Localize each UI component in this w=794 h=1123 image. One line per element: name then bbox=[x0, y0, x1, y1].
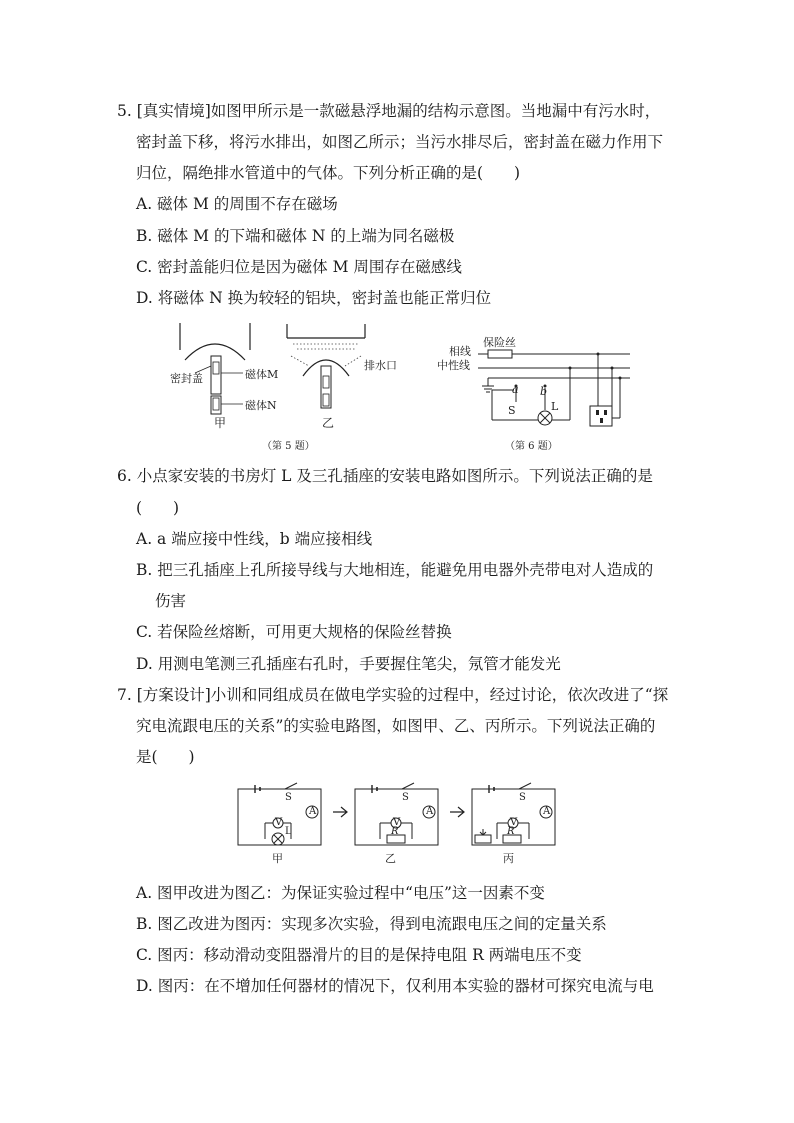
q7-yi-switch-label: S bbox=[402, 792, 409, 803]
q6-stem-line-2: ( ) bbox=[136, 499, 180, 517]
q7-jia-switch-label: S bbox=[285, 792, 292, 803]
q7-bing-voltmeter-label: V bbox=[510, 817, 518, 828]
q7-jia-lamp-label: L bbox=[285, 826, 292, 837]
q5-magnet-n-label: 磁体N bbox=[245, 399, 277, 412]
q7-bing-resistor-label: R bbox=[507, 826, 515, 837]
q5-magnet-m-label: 磁体M bbox=[245, 368, 279, 381]
q7-option-a: A. 图甲改进为图乙：为保证实验过程中“电压”这一因素不变 bbox=[136, 884, 545, 902]
q6-neutral-label: 中性线 bbox=[437, 359, 470, 372]
q6-option-b: B. 把三孔插座上孔所接导线与大地相连，能避免用电器外壳带电对人造成的 bbox=[136, 561, 654, 579]
q5-stem-line-3: 归位，隔绝排水管道中的气体。下列分析正确的是( ) bbox=[136, 164, 521, 182]
q5-yi-label: 乙 bbox=[322, 416, 335, 430]
q7-yi-resistor-label: R bbox=[391, 826, 399, 837]
q5-drain-label: 排水口 bbox=[364, 359, 397, 372]
q7-yi-ammeter-label: A bbox=[426, 806, 434, 817]
q7-jia-label: 甲 bbox=[272, 852, 283, 865]
q7-stem-line-3: 是( ) bbox=[136, 748, 195, 766]
q6-switch-label: S bbox=[508, 404, 516, 417]
q5-caption: （第 5 题） bbox=[262, 441, 315, 452]
q5-jia-label: 甲 bbox=[214, 416, 227, 430]
q5-figure-yi bbox=[285, 322, 375, 422]
q7-jia-ammeter-label: A bbox=[309, 806, 317, 817]
q7-bing-ammeter-label: A bbox=[543, 806, 551, 817]
q6-live-label: 相线 bbox=[449, 345, 471, 358]
q6-a-label: a bbox=[512, 383, 519, 396]
q7-option-c: C. 图丙：移动滑动变阻器滑片的目的是保持电阻 R 两端电压不变 bbox=[136, 946, 582, 964]
q7-yi-voltmeter-label: V bbox=[393, 817, 401, 828]
q6-stem-line-1: 6. 小点家安装的书房灯 L 及三孔插座的安装电路如图所示。下列说法正确的是 bbox=[117, 467, 653, 485]
q5-option-b: B. 磁体 M 的下端和磁体 N 的上端为同名磁极 bbox=[136, 227, 455, 245]
q7-yi-label: 乙 bbox=[385, 852, 396, 865]
q6-fuse-label: 保险丝 bbox=[483, 336, 516, 349]
q6-option-d: D. 用测电笔测三孔插座右孔时，手要握住笔尖，氖管才能发光 bbox=[136, 655, 561, 673]
q7-option-b: B. 图乙改进为图丙：实现多次实验，得到电流跟电压之间的定量关系 bbox=[136, 915, 607, 933]
q6-lamp-label: L bbox=[551, 400, 559, 413]
q7-bing-label: 丙 bbox=[503, 852, 514, 865]
q5-seal-label: 密封盖 bbox=[170, 372, 203, 385]
q6-option-a: A. a 端应接中性线，b 端应接相线 bbox=[136, 530, 373, 548]
q6-option-c: C. 若保险丝熔断，可用更大规格的保险丝替换 bbox=[136, 623, 452, 641]
q5-stem-line-1: 5. [真实情境]如图甲所示是一款磁悬浮地漏的结构示意图。当地漏中有污水时， bbox=[117, 102, 661, 120]
q5-option-a: A. 磁体 M 的周围不存在磁场 bbox=[136, 195, 338, 213]
q5-option-d: D. 将磁体 N 换为较轻的铝块，密封盖也能正常归位 bbox=[136, 289, 492, 307]
q6-caption: （第 6 题） bbox=[505, 441, 558, 452]
q7-stem-line-1: 7. [方案设计]小训和同组成员在做电学实验的过程中，经过讨论，依次改进了“探 bbox=[117, 686, 669, 704]
q6-b-label: b bbox=[540, 385, 548, 398]
q7-jia-voltmeter-label: V bbox=[275, 817, 283, 828]
q7-bing-switch-label: S bbox=[519, 792, 526, 803]
q7-option-d: D. 图丙：在不增加任何器材的情况下，仅利用本实验的器材可探究电流与电 bbox=[136, 977, 654, 995]
q5-stem-line-2: 密封盖下移，将污水排出，如图乙所示；当污水排尽后，密封盖在磁力作用下 bbox=[136, 133, 664, 151]
q7-stem-line-2: 究电流跟电压的关系”的实验电路图，如图甲、乙、丙所示。下列说法正确的 bbox=[136, 717, 656, 735]
q6-option-b-cont: 伤害 bbox=[155, 592, 187, 610]
q5-option-c: C. 密封盖能归位是因为磁体 M 周围存在磁感线 bbox=[136, 258, 462, 276]
